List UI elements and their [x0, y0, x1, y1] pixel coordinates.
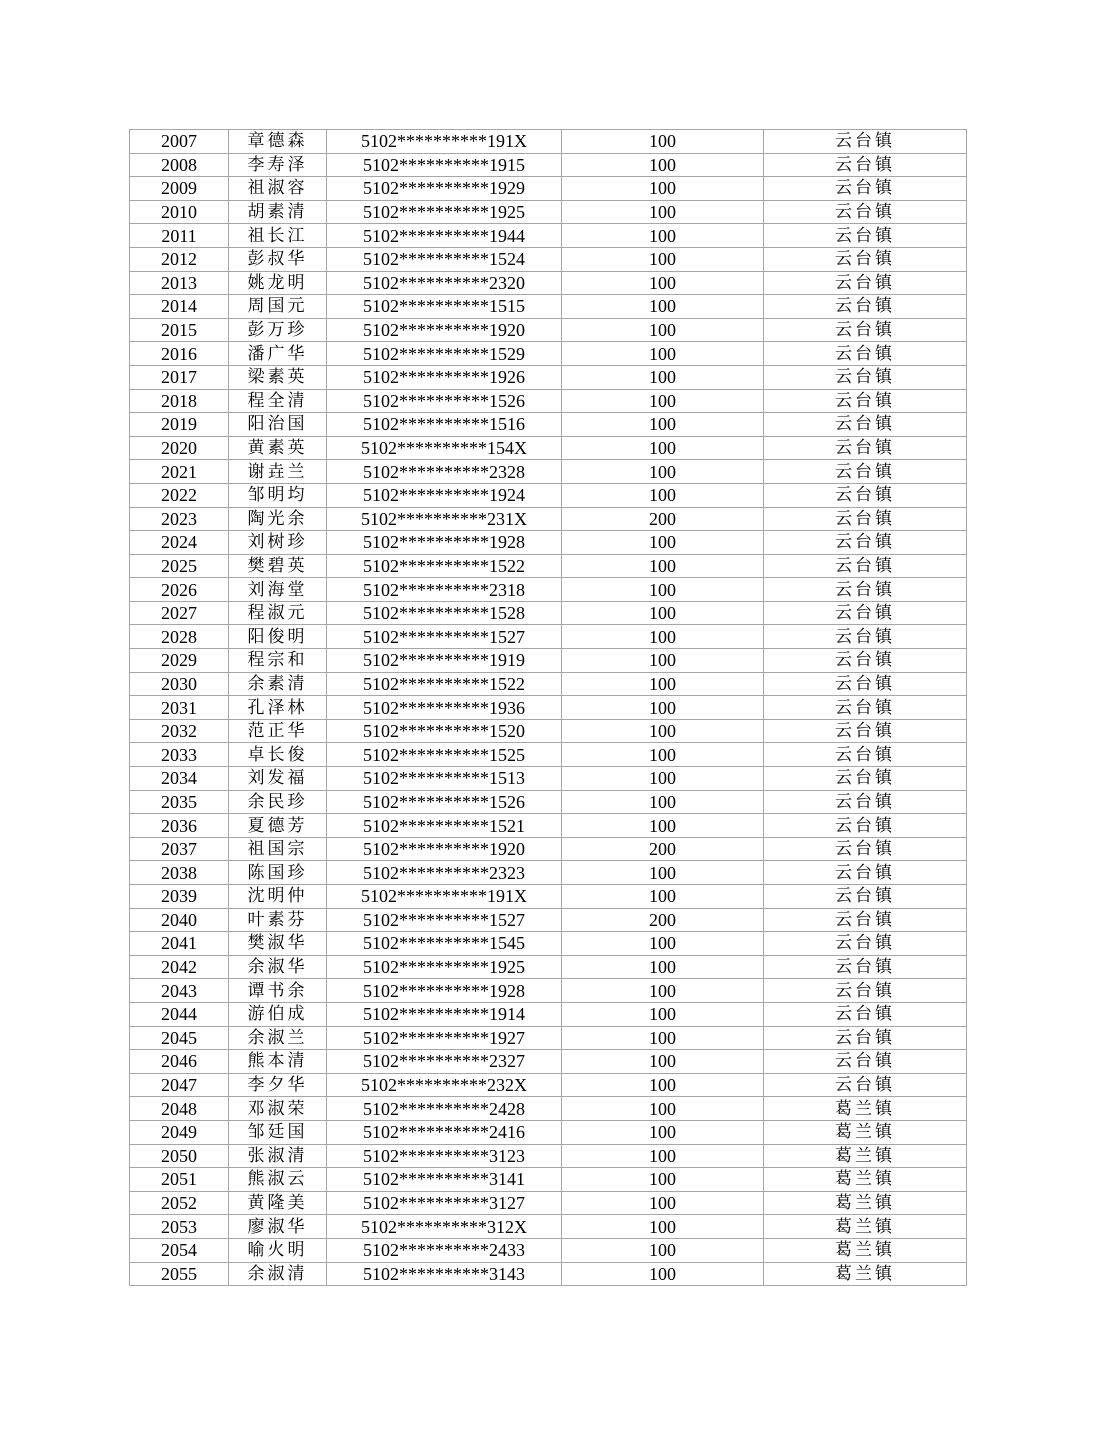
- id-number-cell: 5102**********1929: [327, 177, 562, 201]
- amount-cell: 100: [562, 932, 764, 956]
- row-number-cell: 2034: [130, 767, 229, 791]
- id-number-cell: 5102**********3123: [327, 1144, 562, 1168]
- town-cell: 云台镇: [764, 247, 967, 271]
- name-cell: 熊本清: [229, 1050, 327, 1074]
- name-cell: 邹明均: [229, 483, 327, 507]
- id-number-cell: 5102**********154X: [327, 436, 562, 460]
- table-row: [130, 413, 967, 437]
- name-cell: 梁素英: [229, 365, 327, 389]
- name-cell: 刘海堂: [229, 578, 327, 602]
- row-number-cell: 2050: [130, 1144, 229, 1168]
- id-number-cell: 5102**********1528: [327, 601, 562, 625]
- name-cell: 李寿泽: [229, 153, 327, 177]
- amount-cell: 100: [562, 672, 764, 696]
- name-cell: 阳治国: [229, 413, 327, 437]
- name-cell: 邹廷国: [229, 1120, 327, 1144]
- name-cell: 邓淑荣: [229, 1097, 327, 1121]
- name-cell: 姚龙明: [229, 271, 327, 295]
- town-cell: 云台镇: [764, 601, 967, 625]
- table-row: [130, 531, 967, 555]
- id-number-cell: 5102**********3127: [327, 1191, 562, 1215]
- id-number-cell: 5102**********1919: [327, 649, 562, 673]
- row-number-cell: 2032: [130, 719, 229, 743]
- town-cell: 云台镇: [764, 130, 967, 154]
- table-row: [130, 672, 967, 696]
- id-number-cell: 5102**********1515: [327, 295, 562, 319]
- town-cell: 云台镇: [764, 271, 967, 295]
- subsidy-table: [129, 129, 967, 1286]
- id-number-cell: 5102**********1928: [327, 979, 562, 1003]
- id-number-cell: 5102**********312X: [327, 1215, 562, 1239]
- name-cell: 祖淑容: [229, 177, 327, 201]
- amount-cell: 100: [562, 271, 764, 295]
- id-number-cell: 5102**********1926: [327, 365, 562, 389]
- id-number-cell: 5102**********1522: [327, 554, 562, 578]
- town-cell: 云台镇: [764, 531, 967, 555]
- town-cell: 葛兰镇: [764, 1097, 967, 1121]
- town-cell: 云台镇: [764, 885, 967, 909]
- id-number-cell: 5102**********1925: [327, 955, 562, 979]
- town-cell: 云台镇: [764, 318, 967, 342]
- row-number-cell: 2041: [130, 932, 229, 956]
- town-cell: 云台镇: [764, 413, 967, 437]
- name-cell: 余民珍: [229, 790, 327, 814]
- id-number-cell: 5102**********1920: [327, 837, 562, 861]
- amount-cell: 100: [562, 1238, 764, 1262]
- row-number-cell: 2022: [130, 483, 229, 507]
- id-number-cell: 5102**********231X: [327, 507, 562, 531]
- table-row: [130, 696, 967, 720]
- amount-cell: 100: [562, 1262, 764, 1286]
- table-row: [130, 649, 967, 673]
- amount-cell: 100: [562, 483, 764, 507]
- town-cell: 云台镇: [764, 1002, 967, 1026]
- id-number-cell: 5102**********2328: [327, 460, 562, 484]
- town-cell: 云台镇: [764, 955, 967, 979]
- town-cell: 云台镇: [764, 554, 967, 578]
- table-row: [130, 1238, 967, 1262]
- town-cell: 云台镇: [764, 224, 967, 248]
- town-cell: 云台镇: [764, 200, 967, 224]
- row-number-cell: 2039: [130, 885, 229, 909]
- table-row: [130, 483, 967, 507]
- town-cell: 云台镇: [764, 389, 967, 413]
- amount-cell: 100: [562, 1050, 764, 1074]
- town-cell: 云台镇: [764, 436, 967, 460]
- row-number-cell: 2031: [130, 696, 229, 720]
- table-row: [130, 837, 967, 861]
- town-cell: 云台镇: [764, 743, 967, 767]
- town-cell: 云台镇: [764, 365, 967, 389]
- name-cell: 刘树珍: [229, 531, 327, 555]
- name-cell: 陶光余: [229, 507, 327, 531]
- town-cell: 云台镇: [764, 814, 967, 838]
- name-cell: 孔泽林: [229, 696, 327, 720]
- name-cell: 余素清: [229, 672, 327, 696]
- id-number-cell: 5102**********1925: [327, 200, 562, 224]
- table-row: [130, 1097, 967, 1121]
- table-row: [130, 1262, 967, 1286]
- row-number-cell: 2053: [130, 1215, 229, 1239]
- town-cell: 云台镇: [764, 1026, 967, 1050]
- row-number-cell: 2023: [130, 507, 229, 531]
- amount-cell: 200: [562, 507, 764, 531]
- row-number-cell: 2010: [130, 200, 229, 224]
- id-number-cell: 5102**********191X: [327, 130, 562, 154]
- table-row: [130, 1002, 967, 1026]
- amount-cell: 100: [562, 719, 764, 743]
- town-cell: 云台镇: [764, 625, 967, 649]
- row-number-cell: 2040: [130, 908, 229, 932]
- row-number-cell: 2020: [130, 436, 229, 460]
- town-cell: 云台镇: [764, 696, 967, 720]
- amount-cell: 100: [562, 177, 764, 201]
- name-cell: 程宗和: [229, 649, 327, 673]
- town-cell: 云台镇: [764, 177, 967, 201]
- table-row: [130, 507, 967, 531]
- name-cell: 胡素清: [229, 200, 327, 224]
- amount-cell: 100: [562, 861, 764, 885]
- name-cell: 余淑华: [229, 955, 327, 979]
- row-number-cell: 2012: [130, 247, 229, 271]
- town-cell: 葛兰镇: [764, 1215, 967, 1239]
- id-number-cell: 5102**********1927: [327, 1026, 562, 1050]
- table-row: [130, 979, 967, 1003]
- name-cell: 程淑元: [229, 601, 327, 625]
- table-row: [130, 601, 967, 625]
- town-cell: 云台镇: [764, 672, 967, 696]
- amount-cell: 100: [562, 224, 764, 248]
- table-row: [130, 271, 967, 295]
- id-number-cell: 5102**********2428: [327, 1097, 562, 1121]
- id-number-cell: 5102**********1522: [327, 672, 562, 696]
- row-number-cell: 2008: [130, 153, 229, 177]
- table-row: [130, 247, 967, 271]
- name-cell: 祖长江: [229, 224, 327, 248]
- row-number-cell: 2025: [130, 554, 229, 578]
- amount-cell: 100: [562, 365, 764, 389]
- table-row: [130, 932, 967, 956]
- town-cell: 云台镇: [764, 1050, 967, 1074]
- town-cell: 葛兰镇: [764, 1262, 967, 1286]
- amount-cell: 100: [562, 696, 764, 720]
- table-row: [130, 389, 967, 413]
- row-number-cell: 2026: [130, 578, 229, 602]
- table-row: [130, 200, 967, 224]
- name-cell: 潘广华: [229, 342, 327, 366]
- amount-cell: 100: [562, 342, 764, 366]
- table-row: [130, 1191, 967, 1215]
- id-number-cell: 5102**********2320: [327, 271, 562, 295]
- table-row: [130, 743, 967, 767]
- town-cell: 云台镇: [764, 153, 967, 177]
- town-cell: 云台镇: [764, 861, 967, 885]
- row-number-cell: 2013: [130, 271, 229, 295]
- town-cell: 葛兰镇: [764, 1144, 967, 1168]
- table-row: [130, 1215, 967, 1239]
- id-number-cell: 5102**********1936: [327, 696, 562, 720]
- amount-cell: 100: [562, 247, 764, 271]
- id-number-cell: 5102**********1944: [327, 224, 562, 248]
- table-row: [130, 365, 967, 389]
- row-number-cell: 2045: [130, 1026, 229, 1050]
- amount-cell: 100: [562, 625, 764, 649]
- row-number-cell: 2024: [130, 531, 229, 555]
- name-cell: 李夕华: [229, 1073, 327, 1097]
- amount-cell: 100: [562, 1120, 764, 1144]
- amount-cell: 100: [562, 554, 764, 578]
- amount-cell: 100: [562, 578, 764, 602]
- name-cell: 廖淑华: [229, 1215, 327, 1239]
- row-number-cell: 2048: [130, 1097, 229, 1121]
- id-number-cell: 5102**********1525: [327, 743, 562, 767]
- amount-cell: 100: [562, 885, 764, 909]
- table-row: [130, 861, 967, 885]
- table-row: [130, 554, 967, 578]
- id-number-cell: 5102**********1524: [327, 247, 562, 271]
- row-number-cell: 2038: [130, 861, 229, 885]
- table-row: [130, 908, 967, 932]
- id-number-cell: 5102**********3143: [327, 1262, 562, 1286]
- table-row: [130, 295, 967, 319]
- amount-cell: 100: [562, 955, 764, 979]
- row-number-cell: 2016: [130, 342, 229, 366]
- amount-cell: 200: [562, 837, 764, 861]
- name-cell: 张淑清: [229, 1144, 327, 1168]
- name-cell: 范正华: [229, 719, 327, 743]
- table-row: [130, 1026, 967, 1050]
- id-number-cell: 5102**********2433: [327, 1238, 562, 1262]
- row-number-cell: 2029: [130, 649, 229, 673]
- name-cell: 程全清: [229, 389, 327, 413]
- id-number-cell: 5102**********1924: [327, 483, 562, 507]
- town-cell: 云台镇: [764, 649, 967, 673]
- town-cell: 葛兰镇: [764, 1120, 967, 1144]
- table-row: [130, 342, 967, 366]
- table-row: [130, 1050, 967, 1074]
- row-number-cell: 2007: [130, 130, 229, 154]
- id-number-cell: 5102**********2323: [327, 861, 562, 885]
- name-cell: 夏德芳: [229, 814, 327, 838]
- amount-cell: 100: [562, 200, 764, 224]
- table-row: [130, 130, 967, 154]
- id-number-cell: 5102**********1521: [327, 814, 562, 838]
- id-number-cell: 5102**********1513: [327, 767, 562, 791]
- row-number-cell: 2042: [130, 955, 229, 979]
- town-cell: 云台镇: [764, 767, 967, 791]
- id-number-cell: 5102**********1529: [327, 342, 562, 366]
- id-number-cell: 5102**********1928: [327, 531, 562, 555]
- table-row: [130, 814, 967, 838]
- amount-cell: 100: [562, 1026, 764, 1050]
- id-number-cell: 5102**********3141: [327, 1168, 562, 1192]
- name-cell: 刘发福: [229, 767, 327, 791]
- id-number-cell: 5102**********1920: [327, 318, 562, 342]
- id-number-cell: 5102**********1527: [327, 625, 562, 649]
- amount-cell: 100: [562, 1002, 764, 1026]
- table-row: [130, 790, 967, 814]
- name-cell: 祖国宗: [229, 837, 327, 861]
- row-number-cell: 2055: [130, 1262, 229, 1286]
- row-number-cell: 2028: [130, 625, 229, 649]
- town-cell: 云台镇: [764, 507, 967, 531]
- row-number-cell: 2047: [130, 1073, 229, 1097]
- town-cell: 云台镇: [764, 979, 967, 1003]
- amount-cell: 100: [562, 1168, 764, 1192]
- row-number-cell: 2018: [130, 389, 229, 413]
- table-row: [130, 177, 967, 201]
- town-cell: 葛兰镇: [764, 1191, 967, 1215]
- name-cell: 熊淑云: [229, 1168, 327, 1192]
- amount-cell: 100: [562, 979, 764, 1003]
- row-number-cell: 2027: [130, 601, 229, 625]
- town-cell: 云台镇: [764, 719, 967, 743]
- row-number-cell: 2037: [130, 837, 229, 861]
- row-number-cell: 2015: [130, 318, 229, 342]
- table-row: [130, 1120, 967, 1144]
- id-number-cell: 5102**********2416: [327, 1120, 562, 1144]
- amount-cell: 100: [562, 436, 764, 460]
- table-row: [130, 224, 967, 248]
- amount-cell: 100: [562, 460, 764, 484]
- name-cell: 樊淑华: [229, 932, 327, 956]
- amount-cell: 100: [562, 1191, 764, 1215]
- row-number-cell: 2054: [130, 1238, 229, 1262]
- name-cell: 樊碧英: [229, 554, 327, 578]
- amount-cell: 100: [562, 1073, 764, 1097]
- town-cell: 云台镇: [764, 932, 967, 956]
- amount-cell: 100: [562, 1215, 764, 1239]
- row-number-cell: 2052: [130, 1191, 229, 1215]
- amount-cell: 100: [562, 413, 764, 437]
- amount-cell: 100: [562, 153, 764, 177]
- id-number-cell: 5102**********2318: [327, 578, 562, 602]
- row-number-cell: 2017: [130, 365, 229, 389]
- id-number-cell: 5102**********1526: [327, 389, 562, 413]
- row-number-cell: 2049: [130, 1120, 229, 1144]
- id-number-cell: 5102**********191X: [327, 885, 562, 909]
- table-row: [130, 1144, 967, 1168]
- name-cell: 彭万珍: [229, 318, 327, 342]
- amount-cell: 100: [562, 814, 764, 838]
- row-number-cell: 2011: [130, 224, 229, 248]
- amount-cell: 100: [562, 601, 764, 625]
- amount-cell: 100: [562, 790, 764, 814]
- table-row: [130, 318, 967, 342]
- id-number-cell: 5102**********232X: [327, 1073, 562, 1097]
- id-number-cell: 5102**********1516: [327, 413, 562, 437]
- name-cell: 喻火明: [229, 1238, 327, 1262]
- town-cell: 云台镇: [764, 578, 967, 602]
- table-row: [130, 1168, 967, 1192]
- table-row: [130, 153, 967, 177]
- name-cell: 黄素英: [229, 436, 327, 460]
- amount-cell: 100: [562, 389, 764, 413]
- row-number-cell: 2019: [130, 413, 229, 437]
- name-cell: 谭书余: [229, 979, 327, 1003]
- id-number-cell: 5102**********1915: [327, 153, 562, 177]
- row-number-cell: 2021: [130, 460, 229, 484]
- name-cell: 叶素芬: [229, 908, 327, 932]
- amount-cell: 100: [562, 130, 764, 154]
- town-cell: 云台镇: [764, 460, 967, 484]
- id-number-cell: 5102**********1914: [327, 1002, 562, 1026]
- amount-cell: 100: [562, 743, 764, 767]
- row-number-cell: 2030: [130, 672, 229, 696]
- row-number-cell: 2033: [130, 743, 229, 767]
- town-cell: 云台镇: [764, 483, 967, 507]
- amount-cell: 100: [562, 1097, 764, 1121]
- amount-cell: 100: [562, 767, 764, 791]
- name-cell: 陈国珍: [229, 861, 327, 885]
- table-row: [130, 885, 967, 909]
- id-number-cell: 5102**********1527: [327, 908, 562, 932]
- amount-cell: 200: [562, 908, 764, 932]
- amount-cell: 100: [562, 649, 764, 673]
- town-cell: 云台镇: [764, 342, 967, 366]
- amount-cell: 100: [562, 295, 764, 319]
- town-cell: 云台镇: [764, 790, 967, 814]
- row-number-cell: 2009: [130, 177, 229, 201]
- table-row: [130, 955, 967, 979]
- table-row: [130, 578, 967, 602]
- table-row: [130, 767, 967, 791]
- id-number-cell: 5102**********1520: [327, 719, 562, 743]
- table-row: [130, 625, 967, 649]
- table-row: [130, 719, 967, 743]
- name-cell: 余淑兰: [229, 1026, 327, 1050]
- table-row: [130, 460, 967, 484]
- id-number-cell: 5102**********1545: [327, 932, 562, 956]
- row-number-cell: 2035: [130, 790, 229, 814]
- name-cell: 余淑清: [229, 1262, 327, 1286]
- town-cell: 云台镇: [764, 837, 967, 861]
- name-cell: 卓长俊: [229, 743, 327, 767]
- town-cell: 葛兰镇: [764, 1168, 967, 1192]
- table-row: [130, 1073, 967, 1097]
- name-cell: 章德森: [229, 130, 327, 154]
- town-cell: 云台镇: [764, 1073, 967, 1097]
- id-number-cell: 5102**********1526: [327, 790, 562, 814]
- name-cell: 游伯成: [229, 1002, 327, 1026]
- row-number-cell: 2014: [130, 295, 229, 319]
- table-body: [130, 130, 967, 1286]
- town-cell: 云台镇: [764, 295, 967, 319]
- row-number-cell: 2036: [130, 814, 229, 838]
- amount-cell: 100: [562, 1144, 764, 1168]
- row-number-cell: 2046: [130, 1050, 229, 1074]
- row-number-cell: 2043: [130, 979, 229, 1003]
- id-number-cell: 5102**********2327: [327, 1050, 562, 1074]
- row-number-cell: 2051: [130, 1168, 229, 1192]
- table-row: [130, 436, 967, 460]
- name-cell: 彭叔华: [229, 247, 327, 271]
- name-cell: 阳俊明: [229, 625, 327, 649]
- amount-cell: 100: [562, 531, 764, 555]
- name-cell: 周国元: [229, 295, 327, 319]
- town-cell: 葛兰镇: [764, 1238, 967, 1262]
- amount-cell: 100: [562, 318, 764, 342]
- name-cell: 谢垚兰: [229, 460, 327, 484]
- town-cell: 云台镇: [764, 908, 967, 932]
- name-cell: 沈明仲: [229, 885, 327, 909]
- name-cell: 黄隆美: [229, 1191, 327, 1215]
- row-number-cell: 2044: [130, 1002, 229, 1026]
